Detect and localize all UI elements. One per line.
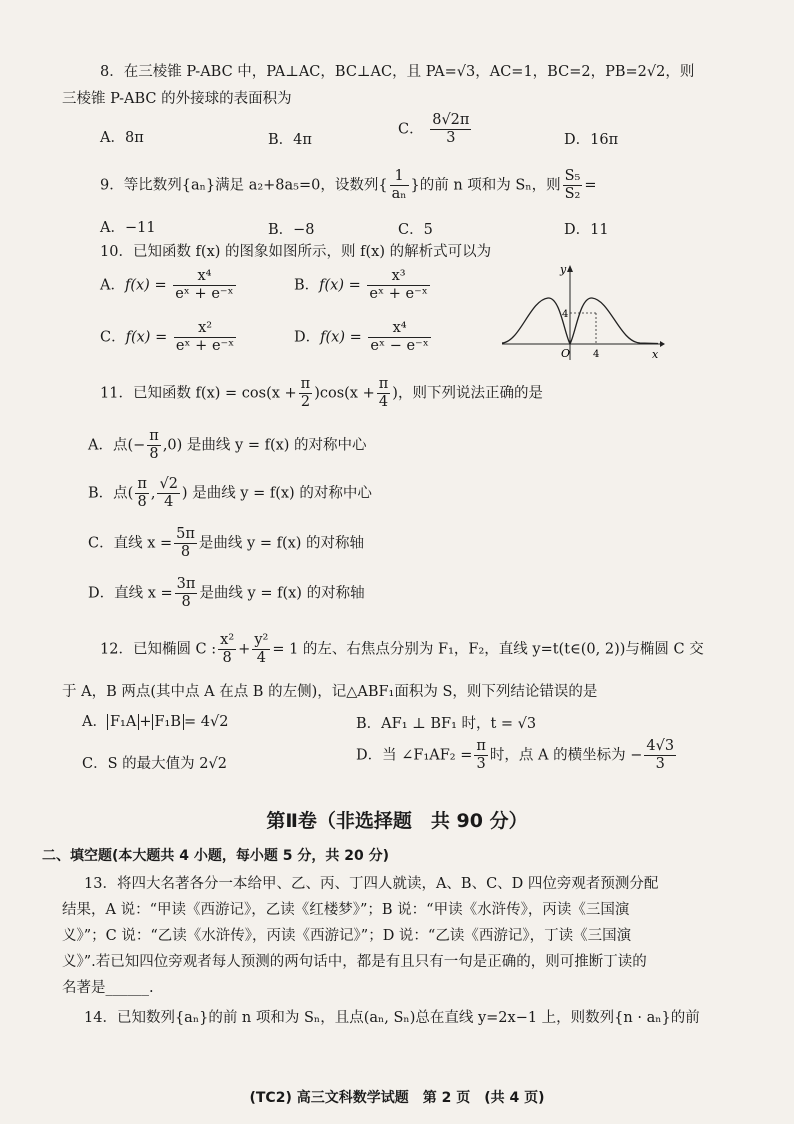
q9-option-c: C．5	[398, 222, 433, 238]
q11-option-b: B．点( $\frac{\pi}{8}$ , $\frac{√2}{4}$ ) 是曲线 y = f(x) 的对称中心	[88, 476, 372, 510]
section-2-title: 第Ⅱ卷（非选择题 共 90 分）	[266, 810, 528, 832]
q13-line2: 结果，A 说：“甲读《西游记》，乙读《红楼梦》”；B 说：“甲读《水浒传》，丙读《三国演	[62, 902, 630, 918]
q12-stem-line1: 12．已知椭圆 C : $\frac{\text{x²}}{8}$ + $\frac{\text{y²}}{4}$ = 1 的左、右焦点分别为 F₁，F₂，直线 y=t(t∈(0, 2))与椭圆 C 交	[100, 632, 704, 666]
q10-function-graph	[500, 262, 665, 362]
graph-y-label: y	[560, 263, 567, 276]
page-footer: (TC2) 高三文科数学试题 第 2 页 (共 4 页)	[249, 1090, 545, 1106]
q8-option-c: C． $\frac{8√2\pi}{3}$	[398, 112, 470, 146]
q12-option-b: B．AF₁ ⊥ BF₁ 时，t = √3	[356, 716, 537, 732]
q11-option-d: D．直线 x = $\frac{3\pi}{8}$ 是曲线 y = f(x) 的对称轴	[88, 576, 365, 610]
q13-line1: 13．将四大名著各分一本给甲、乙、丙、丁四人就读，A、B、C、D 四位旁观者预测分配	[84, 876, 659, 892]
graph-tick-x: 4	[593, 349, 600, 360]
graph-x-label: x	[652, 348, 659, 361]
q9-option-a: A．−11	[100, 220, 156, 236]
q8-option-a: A．8π	[100, 130, 144, 146]
q11-option-c: C．直线 x = $\frac{5\pi}{8}$ 是曲线 y = f(x) 的对称轴	[88, 526, 365, 560]
q12-stem-line2: 于 A，B 两点(其中点 A 在点 B 的左侧)，记△ABF₁面积为 S，则下列结论错误的是	[62, 684, 598, 700]
fill-in-heading: 二、填空题(本大题共 4 小题，每小题 5 分，共 20 分)	[42, 848, 390, 864]
q10-option-d: D．f(x) = $\frac{\text{x⁴}}{\text{eˣ − e⁻ˣ}}$	[294, 320, 429, 354]
graph-curve	[502, 298, 658, 344]
q8-stem-line2: 三棱锥 P-ABC 的外接球的表面积为	[62, 91, 292, 107]
q9-stem: 9．等比数列{aₙ}满足 a₂+8a₅=0，设数列{ $\frac{1}{\text{aₙ}}$ }的前 n 项和为 Sₙ，则 $\frac{\text{S₅}}{\text{S₂}}$ =	[100, 168, 597, 202]
q12-option-d: D．当 ∠F₁AF₂ = $\frac{\pi}{3}$ 时，点 A 的横坐标为 − $\frac{4√3}{3}$	[356, 738, 675, 772]
q10-option-a: A．f(x) = $\frac{\text{x⁴}}{\text{eˣ + e⁻ˣ}}$	[100, 268, 234, 302]
graph-tick-y: 4	[562, 309, 569, 320]
q9-option-d: D．11	[564, 222, 609, 238]
q14-line1: 14．已知数列{aₙ}的前 n 项和为 Sₙ，且点(aₙ, Sₙ)总在直线 y=2x−1 上，则数列{n · aₙ}的前	[84, 1010, 700, 1026]
graph-x-arrow	[660, 341, 665, 347]
q8-stem-line1: 8．在三棱锥 P-ABC 中，PA⊥AC，BC⊥AC，且 PA=√3，AC=1，BC=2，PB=2√2，则	[100, 64, 695, 80]
q10-stem: 10．已知函数 f(x) 的图象如图所示，则 f(x) 的解析式可以为	[100, 244, 492, 260]
q10-option-b: B．f(x) = $\frac{\text{x³}}{\text{eˣ + e⁻ˣ}}$	[294, 268, 428, 302]
graph-y-arrow	[567, 265, 573, 272]
q8-option-b: B．4π	[268, 132, 312, 148]
q11-stem: 11．已知函数 f(x) = cos(x + $\frac{\pi}{2}$ )cos(x + $\frac{\pi}{4}$ )，则下列说法正确的是	[100, 376, 543, 410]
q8-option-d: D．16π	[564, 132, 619, 148]
q10-option-c: C．f(x) = $\frac{\text{x²}}{\text{eˣ + e⁻ˣ}}$	[100, 320, 235, 354]
q12-option-a: A． F₁A + F₁B = 4√2	[82, 714, 229, 730]
q9-option-b: B．−8	[268, 222, 315, 238]
q13-line3: 义》”；C 说：“乙读《水浒传》，丙读《西游记》”；D 说：“乙读《西游记》，丁读《三国演	[62, 928, 632, 944]
q13-line5: 名著是______.	[62, 980, 154, 996]
q11-option-a: A．点(− $\frac{\pi}{8}$ ,0) 是曲线 y = f(x) 的对称中心	[88, 428, 367, 462]
q12-option-c: C．S 的最大值为 2√2	[82, 756, 227, 772]
graph-origin: O	[561, 347, 571, 360]
q13-line4: 义》”.若已知四位旁观者每人预测的两句话中，都是有且只有一句是正确的，则可推断丁读的	[62, 954, 647, 970]
